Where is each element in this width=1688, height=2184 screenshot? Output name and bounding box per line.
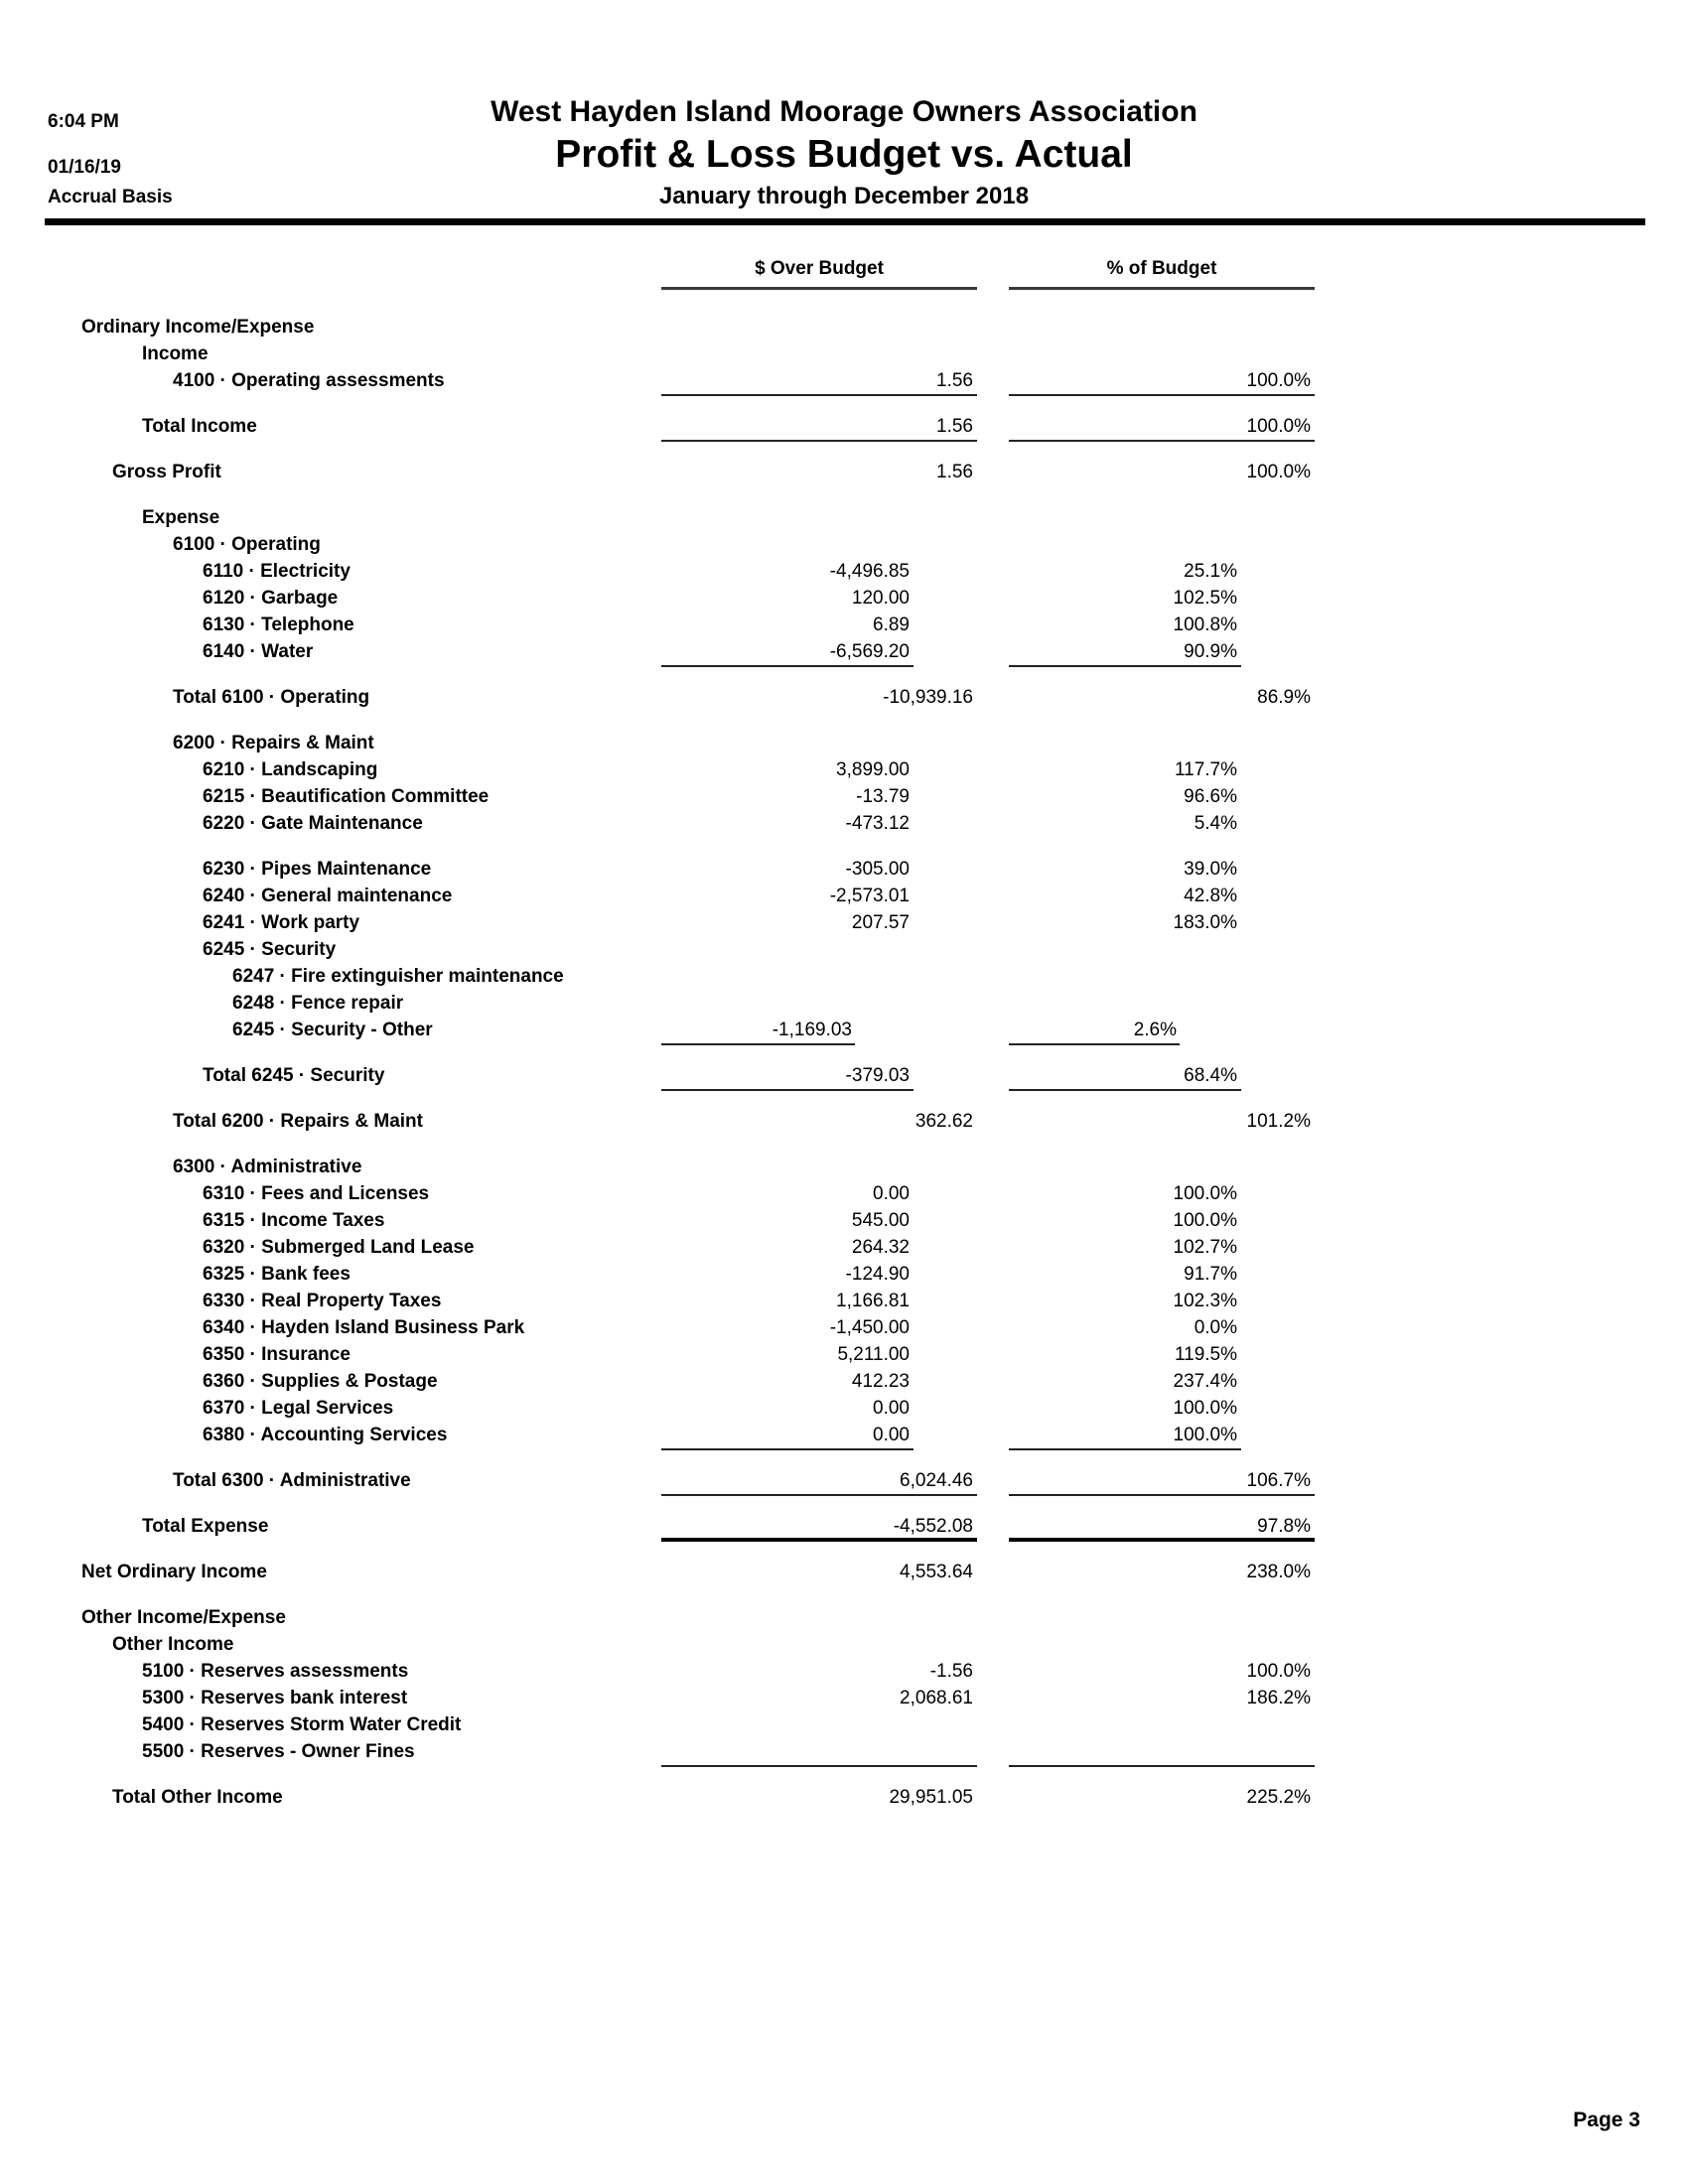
report-row — [0, 1314, 1688, 1341]
row-label: Total 6100 · Operating — [173, 687, 370, 708]
row-amount-over-budget: 0.00 — [873, 1398, 910, 1419]
report-row — [0, 756, 1688, 783]
row-percent-of-budget: 100.0% — [1173, 1398, 1237, 1419]
row-label: 6120 · Garbage — [203, 588, 339, 609]
report-row — [0, 459, 1688, 485]
report-row — [0, 1631, 1688, 1658]
row-amount-over-budget: 412.23 — [851, 1371, 910, 1392]
amount-column-rule — [661, 1765, 977, 1767]
report-row — [0, 936, 1688, 963]
row-percent-of-budget: 225.2% — [1246, 1787, 1311, 1808]
row-percent-of-budget: 100.0% — [1173, 1183, 1237, 1204]
percent-column-rule — [1009, 1494, 1315, 1496]
row-amount-over-budget: -124.90 — [845, 1264, 910, 1285]
row-label: Total Expense — [142, 1516, 269, 1537]
row-amount-over-budget: -473.12 — [845, 813, 910, 834]
report-row — [0, 856, 1688, 883]
report-row — [0, 883, 1688, 909]
report-row — [0, 1368, 1688, 1395]
row-percent-of-budget: 0.0% — [1194, 1317, 1237, 1338]
percent-column-rule — [1009, 1448, 1241, 1450]
row-amount-over-budget: 2,068.61 — [900, 1688, 973, 1708]
row-label: 5300 · Reserves bank interest — [142, 1688, 408, 1708]
amount-column-rule — [661, 394, 977, 396]
report-row — [0, 1288, 1688, 1314]
row-amount-over-budget: 545.00 — [851, 1210, 910, 1231]
report-row — [0, 730, 1688, 756]
row-percent-of-budget: 68.4% — [1184, 1065, 1237, 1086]
row-percent-of-budget: 100.0% — [1246, 416, 1311, 437]
row-percent-of-budget: 117.7% — [1174, 759, 1237, 780]
row-amount-over-budget: 0.00 — [873, 1425, 910, 1445]
percent-column-rule — [1009, 440, 1315, 442]
report-row — [0, 504, 1688, 531]
row-label: Other Income/Expense — [81, 1607, 286, 1628]
row-amount-over-budget: 6,024.46 — [900, 1470, 973, 1491]
report-row — [0, 367, 1688, 394]
percent-column-rule — [1009, 665, 1241, 667]
row-label: Other Income — [112, 1634, 234, 1655]
row-label: 6220 · Gate Maintenance — [203, 813, 423, 834]
row-amount-over-budget: 6.89 — [873, 614, 910, 635]
report-row — [0, 341, 1688, 367]
row-label: 6200 · Repairs & Maint — [173, 733, 374, 753]
report-row — [0, 1738, 1688, 1765]
row-label: Total 6200 · Repairs & Maint — [173, 1111, 423, 1132]
row-percent-of-budget: 96.6% — [1184, 786, 1237, 807]
report-row — [0, 314, 1688, 341]
row-label: 6241 · Work party — [203, 912, 360, 933]
report-row — [0, 413, 1688, 440]
row-label: Total 6300 · Administrative — [173, 1470, 411, 1491]
row-percent-of-budget: 102.3% — [1173, 1291, 1237, 1311]
row-percent-of-budget: 102.5% — [1173, 588, 1237, 609]
report-row — [0, 810, 1688, 837]
report-row — [0, 1234, 1688, 1261]
amount-column-rule — [661, 1538, 977, 1542]
percent-column-rule — [1009, 394, 1315, 396]
report-row — [0, 1513, 1688, 1540]
row-label: 5400 · Reserves Storm Water Credit — [142, 1714, 462, 1735]
report-row — [0, 1207, 1688, 1234]
report-row — [0, 1154, 1688, 1180]
report-row — [0, 963, 1688, 990]
row-label: Expense — [142, 507, 220, 528]
accounting-basis: Accrual Basis — [48, 187, 173, 207]
row-amount-over-budget: 362.62 — [914, 1111, 973, 1132]
report-row — [0, 783, 1688, 810]
row-amount-over-budget: 1,166.81 — [836, 1291, 910, 1311]
row-label: 6325 · Bank fees — [203, 1264, 351, 1285]
report-row — [0, 1180, 1688, 1207]
row-amount-over-budget: 29,951.05 — [889, 1787, 973, 1808]
report-row — [0, 638, 1688, 665]
row-amount-over-budget: -13.79 — [856, 786, 910, 807]
row-label: 6360 · Supplies & Postage — [203, 1371, 438, 1392]
row-percent-of-budget: 100.0% — [1246, 370, 1311, 391]
report-row — [0, 1017, 1688, 1043]
row-percent-of-budget: 100.0% — [1246, 462, 1311, 482]
row-label: Total Other Income — [112, 1787, 283, 1808]
report-row — [0, 612, 1688, 638]
row-label: 6110 · Electricity — [203, 561, 351, 582]
row-percent-of-budget: 100.0% — [1173, 1210, 1237, 1231]
row-percent-of-budget: 106.7% — [1246, 1470, 1311, 1491]
row-amount-over-budget: -1,450.00 — [829, 1317, 910, 1338]
row-percent-of-budget: 101.2% — [1246, 1111, 1311, 1132]
report-row — [0, 1685, 1688, 1711]
row-amount-over-budget: -379.03 — [845, 1065, 910, 1086]
percent-column-rule — [1009, 1089, 1241, 1091]
row-amount-over-budget: 4,553.64 — [900, 1562, 973, 1582]
row-label: 6320 · Submerged Land Lease — [203, 1237, 475, 1258]
report-rows — [0, 314, 1688, 1811]
report-period: January through December 2018 — [658, 183, 1030, 209]
report-row — [0, 531, 1688, 558]
row-label: Income — [142, 343, 209, 364]
percent-column-rule — [1009, 1538, 1315, 1542]
row-amount-over-budget: 1.56 — [936, 370, 973, 391]
row-label: 6310 · Fees and Licenses — [203, 1183, 430, 1204]
column-underline-over-budget — [661, 287, 977, 290]
report-row — [0, 1341, 1688, 1368]
report-row — [0, 1658, 1688, 1685]
row-amount-over-budget: 264.32 — [851, 1237, 910, 1258]
row-percent-of-budget: 5.4% — [1194, 813, 1237, 834]
report-row — [0, 1711, 1688, 1738]
row-percent-of-budget: 186.2% — [1246, 1688, 1311, 1708]
amount-column-rule — [661, 1448, 914, 1450]
row-label: 6100 · Operating — [173, 534, 321, 555]
report-row — [0, 1261, 1688, 1288]
amount-column-rule — [661, 1089, 914, 1091]
row-percent-of-budget: 2.6% — [1133, 1020, 1177, 1040]
row-label: Net Ordinary Income — [81, 1562, 267, 1582]
report-title: Profit & Loss Budget vs. Actual — [555, 133, 1133, 176]
amount-column-rule — [661, 1494, 977, 1496]
header-rule — [45, 218, 1645, 225]
report-row — [0, 1062, 1688, 1089]
row-label: 6240 · General maintenance — [203, 886, 453, 906]
row-label: 5500 · Reserves - Owner Fines — [142, 1741, 415, 1762]
row-amount-over-budget: 1.56 — [936, 462, 973, 482]
row-label: 6140 · Water — [203, 641, 314, 662]
row-percent-of-budget: 237.4% — [1173, 1371, 1237, 1392]
row-label: 6230 · Pipes Maintenance — [203, 859, 432, 880]
row-label: 6330 · Real Property Taxes — [203, 1291, 442, 1311]
report-row — [0, 1784, 1688, 1811]
row-amount-over-budget: -10,939.16 — [883, 687, 973, 708]
row-label: 6350 · Insurance — [203, 1344, 351, 1365]
amount-column-rule — [661, 440, 977, 442]
row-amount-over-budget: -305.00 — [845, 859, 910, 880]
row-percent-of-budget: 100.8% — [1173, 614, 1237, 635]
row-label: 6245 · Security - Other — [232, 1020, 433, 1040]
report-row — [0, 990, 1688, 1017]
row-amount-over-budget: -2,573.01 — [829, 886, 910, 906]
row-percent-of-budget: 100.0% — [1173, 1425, 1237, 1445]
row-amount-over-budget: 0.00 — [873, 1183, 910, 1204]
report-row — [0, 1395, 1688, 1422]
company-name: West Hayden Island Moorage Owners Association — [491, 95, 1197, 128]
report-row — [0, 1108, 1688, 1135]
report-row — [0, 1604, 1688, 1631]
row-amount-over-budget: -1.56 — [929, 1661, 973, 1682]
row-label: 6248 · Fence repair — [232, 993, 404, 1014]
row-amount-over-budget: -4,552.08 — [893, 1516, 973, 1537]
row-label: Total Income — [142, 416, 257, 437]
column-header-pct-of-budget: % of Budget — [1106, 258, 1217, 279]
row-label: 6340 · Hayden Island Business Park — [203, 1317, 525, 1338]
row-label: 5100 · Reserves assessments — [142, 1661, 409, 1682]
report-row — [0, 558, 1688, 585]
row-label: 6245 · Security — [203, 939, 337, 960]
report-row — [0, 1422, 1688, 1448]
row-amount-over-budget: 1.56 — [936, 416, 973, 437]
row-percent-of-budget: 39.0% — [1184, 859, 1237, 880]
row-percent-of-budget: 100.0% — [1246, 1661, 1311, 1682]
row-label: 6210 · Landscaping — [203, 759, 378, 780]
row-percent-of-budget: 97.8% — [1257, 1516, 1311, 1537]
report-row — [0, 684, 1688, 711]
row-label: 6215 · Beautification Committee — [203, 786, 490, 807]
row-percent-of-budget: 238.0% — [1246, 1562, 1311, 1582]
row-label: Ordinary Income/Expense — [81, 317, 315, 338]
row-label: 6370 · Legal Services — [203, 1398, 394, 1419]
row-amount-over-budget: -1,169.03 — [772, 1020, 852, 1040]
row-label: 6315 · Income Taxes — [203, 1210, 385, 1231]
print-date: 01/16/19 — [48, 157, 121, 178]
row-amount-over-budget: 207.57 — [851, 912, 910, 933]
row-label: 6247 · Fire extinguisher maintenance — [232, 966, 564, 987]
row-percent-of-budget: 86.9% — [1257, 687, 1311, 708]
row-amount-over-budget: 3,899.00 — [836, 759, 910, 780]
row-label: 4100 · Operating assessments — [173, 370, 445, 391]
row-label: 6380 · Accounting Services — [203, 1425, 448, 1445]
print-time: 6:04 PM — [48, 111, 119, 132]
amount-column-rule — [661, 1043, 855, 1045]
row-label: Total 6245 · Security — [203, 1065, 385, 1086]
row-percent-of-budget: 91.7% — [1184, 1264, 1237, 1285]
row-label: Gross Profit — [112, 462, 221, 482]
page-number: Page 3 — [1573, 2109, 1640, 2131]
report-row — [0, 1467, 1688, 1494]
report-row — [0, 909, 1688, 936]
row-label: 6130 · Telephone — [203, 614, 354, 635]
row-amount-over-budget: 120.00 — [851, 588, 910, 609]
column-underline-pct-of-budget — [1009, 287, 1315, 290]
row-percent-of-budget: 25.1% — [1184, 561, 1237, 582]
report-row — [0, 1559, 1688, 1585]
row-percent-of-budget: 102.7% — [1173, 1237, 1237, 1258]
row-label: 6300 · Administrative — [173, 1157, 362, 1177]
row-percent-of-budget: 42.8% — [1184, 886, 1237, 906]
row-amount-over-budget: -6,569.20 — [829, 641, 910, 662]
percent-column-rule — [1009, 1043, 1180, 1045]
report-row — [0, 585, 1688, 612]
column-header-over-budget: $ Over Budget — [755, 258, 884, 279]
row-amount-over-budget: 5,211.00 — [837, 1344, 910, 1365]
percent-column-rule — [1009, 1765, 1315, 1767]
row-percent-of-budget: 90.9% — [1184, 641, 1237, 662]
row-amount-over-budget: -4,496.85 — [829, 561, 910, 582]
row-percent-of-budget: 119.5% — [1174, 1344, 1237, 1365]
amount-column-rule — [661, 665, 914, 667]
row-percent-of-budget: 183.0% — [1173, 912, 1237, 933]
